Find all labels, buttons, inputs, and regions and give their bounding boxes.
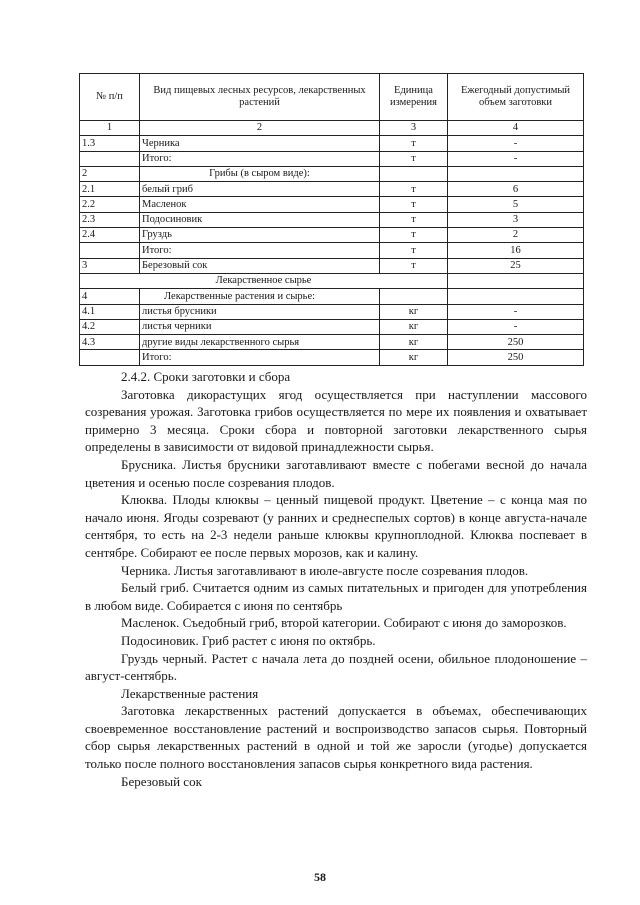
section-label: Лекарственное сырье [80,273,448,288]
column-numbers-row [80,121,584,136]
paragraph: Лекарственные растения [121,685,259,701]
cell-name: Масленок [140,197,380,212]
cell-unit: кг [380,335,448,350]
paragraph: Груздь черный. Растет с начала лета до поздней осени, обильное плодоношение – август-сентябрь. [85,650,587,684]
cell-name: Лекарственные растения и сырье: [140,289,380,304]
header-num: № п/п [80,74,140,121]
page-number: 58 [314,870,326,884]
paragraph: Заготовка дикорастущих ягод осуществляется при наступлении массового созревания урожая. Заготовка грибов осуществляется по мере их появления и охватывает примерно 3 месяца. Сроки сбора и повторной заготовки лекарственного сырья определены в зависимости от видовой принадлежности сырья. [85,386,587,455]
cell-unit [380,166,448,181]
header-unit: Единица измерения [380,74,448,121]
cell-num [80,350,140,365]
cell-unit: т [380,212,448,227]
paragraph: Масленок. Съедобный гриб, второй категории. Собирают с июня до заморозков. [121,615,567,631]
cell-num: 1.3 [80,136,140,151]
paragraph: Подосиновик. Гриб растет с июня по октябрь. [121,632,376,648]
cell-value: - [448,151,584,166]
cell-num: 2.3 [80,212,140,227]
cell-unit: т [380,182,448,197]
paragraph: Брусника. Листья брусники заготавливают вместе с побегами весной до начала цветения и осенью после созревания плодов. [85,456,587,490]
cell-unit: кг [380,350,448,365]
table-row [80,212,584,227]
cell-unit: кг [380,319,448,334]
cell-name: листья брусники [140,304,380,319]
cell-value: - [448,304,584,319]
table-row [80,243,584,258]
cell-name: Итого: [140,350,380,365]
cell-num: 2.2 [80,197,140,212]
medicinal-header-row [80,289,584,304]
cell-unit: т [380,197,448,212]
cell-value: 16 [448,243,584,258]
header-type: Вид пищевых лесных ресурсов, лекарственных растений [140,74,380,121]
cell-value: 2 [448,228,584,243]
cell-name: Подосиновик [140,212,380,227]
cell-num: 4.2 [80,319,140,334]
cell-value [448,166,584,181]
col-number: 4 [448,121,584,136]
forest-resources-table [79,73,584,366]
table-row [80,182,584,197]
cell-name: Грибы (в сыром виде): [140,166,380,181]
cell-unit [380,289,448,304]
cell-num: 2.4 [80,228,140,243]
cell-num [80,151,140,166]
cell-num: 4.1 [80,304,140,319]
cell-value: - [448,319,584,334]
cell-name: Груздь [140,228,380,243]
cell-value [448,273,584,288]
table-row [80,304,584,319]
cell-name: белый гриб [140,182,380,197]
cell-num: 2.1 [80,182,140,197]
paragraph: Клюква. Плоды клюквы – ценный пищевой продукт. Цветение – с конца мая по начало июня. Ягоды созревают (у ранних и среднеспелых сортов) в конце августа-начале сентября, то есть на 2-3 недели раньше клюквы крупноплодной. Клюква поспевает в сентябре. Собирают ее после первых морозов, как и калину. [85,492,587,560]
cell-value: 25 [448,258,584,273]
cell-num: 4 [80,289,140,304]
cell-unit: т [380,136,448,151]
cell-value: 5 [448,197,584,212]
header-volume: Ежегодный допустимый объем заготовки [448,74,584,121]
mushrooms-header-row [80,166,584,181]
cell-value: - [448,136,584,151]
cell-unit: т [380,151,448,166]
cell-name: Черника [140,136,380,151]
cell-num: 2 [80,166,140,181]
table-row [80,228,584,243]
table-row [80,136,584,151]
paragraph: Заготовка лекарственных растений допускается в объемах, обеспечивающих своевременное восстановление растений и воспроизводство запасов сырья. Повторный сбор сырья лекарственных растений в одной и той же заросли (угодье) допускается только после полного восстановления запасов сырья конкретного вида растения. [85,703,587,772]
cell-num [80,243,140,258]
table-row [80,335,584,350]
cell-unit: т [380,258,448,273]
cell-unit: т [380,243,448,258]
table-row [80,151,584,166]
paragraph: Черника. Листья заготавливают в июле-августе после созревания плодов. [121,562,529,578]
table-row [80,319,584,334]
table-row [80,197,584,212]
cell-name: другие виды лекарственного сырья [140,335,380,350]
table-header-row [80,74,584,121]
cell-name: Березовый сок [140,258,380,273]
medicinal-section-row [80,273,584,288]
cell-unit: кг [380,304,448,319]
table-row [80,258,584,273]
paragraph: Белый гриб. Считается одним из самых питательных и пригоден для употребления в любом виде. Собирается с июня по сентябрь [85,580,587,613]
cell-value: 6 [448,182,584,197]
cell-name: Итого: [140,151,380,166]
paragraph: Березовый сок [121,773,202,789]
cell-name: Итого: [140,243,380,258]
cell-value: 3 [448,212,584,227]
col-number: 1 [80,121,140,136]
cell-value: 250 [448,350,584,365]
cell-value: 250 [448,335,584,350]
cell-name: листья черники [140,319,380,334]
cell-num: 3 [80,258,140,273]
table-row [80,350,584,365]
section-title: 2.4.2. Сроки заготовки и сбора [121,369,291,384]
cell-num: 4.3 [80,335,140,350]
body-text [85,368,587,790]
col-number: 3 [380,121,448,136]
cell-unit: т [380,228,448,243]
col-number: 2 [140,121,380,136]
cell-value [448,289,584,304]
